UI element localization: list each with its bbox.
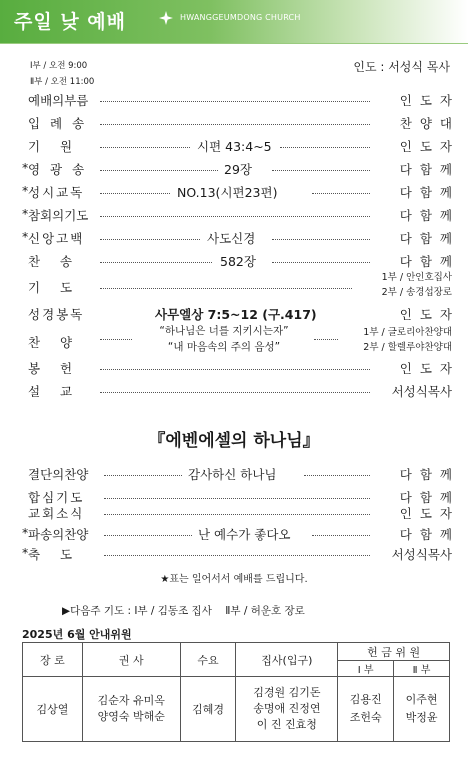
anthem-title-2: “내 마음속의 주의 음성” [167,341,281,353]
order-leader: 다함께 [399,162,460,177]
order-label: 예배의부름 [28,93,89,108]
dot-leader [100,124,370,125]
dot-leader [100,392,370,393]
order-label: 찬 송 [28,254,73,269]
header-divider [0,43,468,44]
order-leader: 다함께 [399,231,460,246]
elder-name: 김상열 [23,677,83,742]
order-label: 축 도 [28,547,73,562]
prayer-leader-1: 1부 / 안인호집사 [381,272,452,283]
dot-leader [104,555,370,556]
order-content: 시편 43:4~5 [197,139,272,154]
header-wednesday: 수요 [180,643,236,677]
dot-leader [100,101,370,102]
order-label: 봉 헌 [28,361,73,376]
offering-name: 박정윤 [405,711,438,724]
dot-leader [314,339,338,340]
dot-leader [272,170,370,171]
order-label: 파송의찬양 [28,527,89,542]
offering-name: 김용진 [349,693,382,706]
committee-data-row [23,677,450,742]
dot-leader [100,369,370,370]
anthem-titles [138,323,310,355]
order-item-benediction [22,545,452,565]
order-item-processional [22,114,460,134]
order-item-announcements [22,504,460,524]
presider: 인도 : 서성식 목사 [353,60,450,74]
dot-leader [304,475,370,476]
deacon-line: 송명애 진정연 [253,702,321,715]
deacon-names [236,677,338,742]
header-elder: 장 로 [23,643,83,677]
order-item-sending-hymn [22,525,460,545]
order-label: 결단의찬양 [28,467,89,482]
order-item-commitment-hymn [22,465,460,485]
next-week-prayer: ▶다음주 기도 : Ⅰ부 / 김동조 집사 Ⅱ부 / 허운호 장로 [62,605,305,617]
committee-month-title: 2025년 6월 안내위원 [22,628,132,641]
standing-mark: * [22,229,29,244]
dot-leader [104,535,192,536]
header-deacons: 집사(입구) [236,643,338,677]
order-item-scripture [22,305,460,325]
dot-leader [100,339,132,340]
page-title: 주일 낮 예배 [14,11,126,33]
order-label: 신앙고백 [28,231,85,246]
kwonsa-line: 양영숙 박해순 [97,710,165,723]
kwonsa-line: 김순자 유미옥 [97,694,165,707]
order-leader: 인도자 [399,93,460,108]
committee-header-row [23,643,450,661]
order-label: 영 광 송 [28,162,88,177]
dot-leader [100,193,170,194]
order-label: 참회의기도 [28,208,89,223]
standing-mark: * [22,206,29,221]
order-label: 성시교독 [28,185,85,200]
offering-name: 이주현 [405,693,438,706]
header-offering: 헌 금 위 원 [338,643,450,661]
dot-leader [100,262,212,263]
dot-leader [100,288,352,289]
committee-table [22,642,450,742]
dot-leader [100,147,190,148]
dot-leader [104,498,370,499]
order-leader: 다함께 [399,254,460,269]
offering-service-1 [338,677,394,742]
offering-name: 조헌숙 [349,711,382,724]
dot-leader [312,535,370,536]
standing-mark: * [22,183,29,198]
subheader-service-1: Ⅰ 부 [338,661,394,677]
order-content: NO.13(시편23편) [177,185,278,200]
church-logo-icon [158,10,174,26]
order-item-sermon [22,382,452,402]
order-label: 기 원 [28,139,73,154]
order-item-confession [22,206,460,226]
order-content: 582장 [220,254,256,269]
scripture-reference: 사무엘상 7:5~12 (구.417) [155,307,317,322]
prayer-leader-2: 2부 / 송경섭장로 [381,287,452,298]
dot-leader [272,239,370,240]
order-label: 기 도 [28,280,73,295]
page-header [0,0,468,44]
order-leader: 다함께 [399,185,460,200]
dot-leader [272,262,370,263]
dot-leader [100,170,218,171]
order-item-invocation [22,137,460,157]
order-label: 합심기도 [28,490,85,505]
order-leader: 인도자 [399,506,460,521]
order-item-offering [22,359,460,379]
order-leader: 인도자 [399,361,460,376]
order-leader: 서성식목사 [391,547,452,562]
order-leader: 다함께 [399,208,460,223]
order-leader: 인도자 [399,139,460,154]
order-item-anthem [22,323,452,357]
offering-service-2 [394,677,450,742]
order-item-doxology [22,160,460,180]
header-kwonsa: 권 사 [82,643,180,677]
order-leader: 다함께 [399,467,460,482]
deacon-line: 김경원 김기돈 [253,686,321,699]
order-item-responsive-reading [22,183,460,203]
dot-leader [104,514,370,515]
church-name: HWANGGEUMDONG CHURCH [180,13,301,22]
standing-note: ★표는 일어서서 예배를 드립니다. [160,574,308,585]
deacon-line: 이 진 진효청 [256,718,317,731]
anthem-choirs [363,325,452,355]
standing-mark: * [22,160,29,175]
order-leader: 다함께 [399,490,460,505]
order-content: 29장 [224,162,252,177]
order-item-creed [22,229,460,249]
anthem-choir-1: 1부 / 글로리아찬양대 [363,327,452,338]
sermon-title: 『에벤에셀의 하나님』 [148,431,320,451]
dot-leader [100,239,200,240]
anthem-choir-2: 2부 / 할렐루야찬양대 [363,342,452,353]
order-leader: 찬양대 [399,116,460,131]
order-item-call [22,91,460,111]
dot-leader [280,147,370,148]
order-leader: 서성식목사 [391,384,452,399]
order-content: 사도신경 [207,231,256,246]
order-label: 성경봉독 [28,307,85,322]
order-leader: 다함께 [399,527,460,542]
standing-mark: * [22,525,29,540]
dot-leader [100,216,370,217]
service-time-2: Ⅱ부 / 오전 11:00 [30,77,95,87]
anthem-title-1: “하나님은 너를 지키시는자” [159,325,289,337]
order-content: 난 예수가 좋다오 [198,527,291,542]
dot-leader [312,193,370,194]
order-label: 교회소식 [28,506,85,521]
order-label: 설 교 [28,384,73,399]
order-label: 찬 양 [28,335,73,350]
order-label: 입 례 송 [28,116,88,131]
service-time-1: Ⅰ부 / 오전 9:00 [30,61,88,71]
kwonsa-names [82,677,180,742]
order-leader: 인도자 [399,307,460,322]
wednesday-name: 김혜경 [180,677,236,742]
subheader-service-2: Ⅱ 부 [394,661,450,677]
prayer-leaders [382,270,452,300]
order-item-hymn [22,252,460,272]
order-content: 감사하신 하나님 [188,467,277,482]
dot-leader [104,475,182,476]
order-item-prayer [22,270,452,302]
standing-mark: * [22,545,29,560]
